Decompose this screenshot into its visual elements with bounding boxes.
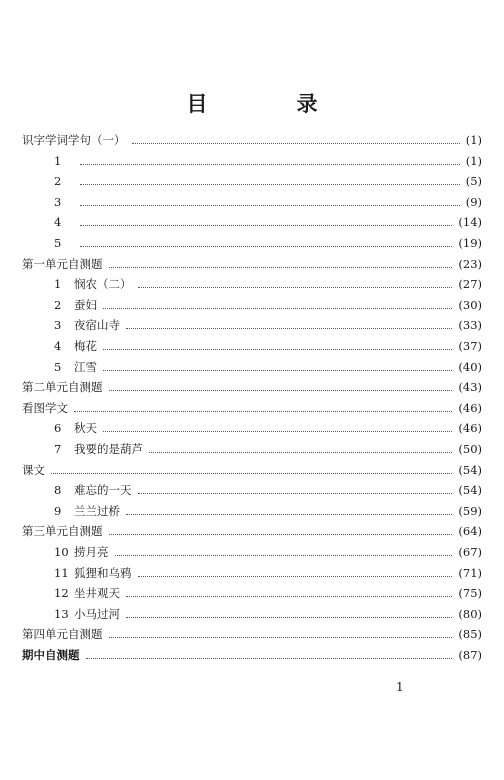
toc-entry-page: (46) bbox=[458, 400, 482, 415]
dot-leader bbox=[74, 411, 452, 412]
toc-entry[interactable] bbox=[22, 501, 482, 521]
toc-entry-title: 我要的是葫芦 bbox=[74, 442, 143, 456]
toc-entry-page: (54) bbox=[458, 483, 482, 498]
toc-entry-title: 悯农（二） bbox=[74, 277, 132, 292]
toc-entry-title: 期中自测题 bbox=[22, 648, 80, 662]
toc-entry-title: 第三单元自测题 bbox=[22, 524, 103, 539]
toc-entry-title: 蚕妇 bbox=[74, 297, 97, 312]
dot-leader bbox=[80, 164, 460, 165]
dot-leader bbox=[138, 287, 453, 288]
toc-entry[interactable] bbox=[22, 212, 482, 232]
toc-entry-page: (46) bbox=[458, 421, 482, 436]
toc-entry-number: 5 bbox=[54, 359, 62, 374]
toc-entry[interactable] bbox=[22, 254, 482, 274]
toc-entry-number: 6 bbox=[54, 421, 62, 436]
toc-entry-page: (9) bbox=[465, 194, 482, 209]
toc-entry-page: (1) bbox=[465, 133, 482, 147]
toc-entry[interactable] bbox=[22, 315, 482, 335]
dot-leader bbox=[80, 205, 460, 206]
toc-entry-title: 看图学文 bbox=[22, 400, 68, 415]
toc-entry-number: 3 bbox=[54, 318, 62, 333]
toc-entry-title: 夜宿山寺 bbox=[74, 318, 120, 333]
toc-entry-number: 10 bbox=[54, 545, 69, 559]
toc-entry-title: 第二单元自测题 bbox=[22, 380, 103, 395]
toc-entry-page: (19) bbox=[458, 236, 482, 250]
toc-entry[interactable] bbox=[22, 604, 482, 624]
toc-entry[interactable] bbox=[22, 624, 482, 644]
dot-leader bbox=[80, 184, 460, 185]
toc-entry-title: 第一单元自测题 bbox=[22, 256, 103, 271]
toc-entry[interactable] bbox=[22, 521, 482, 541]
toc-entry-page: (30) bbox=[458, 297, 482, 312]
dot-leader bbox=[80, 246, 452, 247]
toc-entry[interactable] bbox=[22, 418, 482, 438]
dot-leader bbox=[103, 308, 452, 309]
dot-leader bbox=[126, 514, 452, 515]
toc-entry-number: 4 bbox=[54, 339, 62, 353]
toc-entry[interactable] bbox=[22, 542, 482, 562]
toc-entry-number: 13 bbox=[54, 606, 69, 621]
toc-entry-page: (5) bbox=[465, 174, 482, 189]
toc-entry-page: (80) bbox=[458, 606, 482, 621]
toc-entry[interactable] bbox=[22, 233, 482, 253]
dot-leader bbox=[132, 143, 460, 144]
toc-entry-number: 1 bbox=[54, 153, 62, 168]
toc-entry[interactable] bbox=[22, 645, 482, 665]
toc-entry[interactable] bbox=[22, 583, 482, 603]
toc-entry-page: (40) bbox=[458, 359, 482, 374]
toc-entry[interactable] bbox=[22, 460, 482, 480]
dot-leader bbox=[149, 452, 452, 453]
toc-entry-page: (71) bbox=[458, 565, 482, 580]
toc-entry-number: 1 bbox=[54, 277, 62, 292]
toc-entry[interactable] bbox=[22, 274, 482, 294]
page-title: 目 录 bbox=[186, 92, 352, 116]
toc-entry-title: 捞月亮 bbox=[74, 545, 109, 559]
toc-entry[interactable] bbox=[22, 192, 482, 212]
toc-entry[interactable] bbox=[22, 295, 482, 315]
toc-entry-number: 12 bbox=[54, 586, 69, 601]
dot-leader bbox=[109, 390, 453, 391]
toc-entry-title: 坐井观天 bbox=[74, 586, 120, 601]
toc-entry-number: 5 bbox=[54, 236, 62, 250]
toc-entry-page: (75) bbox=[458, 586, 482, 601]
toc-entry-number: 7 bbox=[54, 442, 62, 456]
toc-entry-title: 课文 bbox=[22, 462, 45, 477]
toc-entry-page: (64) bbox=[458, 524, 482, 539]
toc-entry-page: (54) bbox=[458, 462, 482, 477]
dot-leader bbox=[109, 534, 453, 535]
toc-entry-title: 难忘的一天 bbox=[74, 483, 132, 498]
dot-leader bbox=[80, 225, 452, 226]
toc-entry[interactable] bbox=[22, 357, 482, 377]
dot-leader bbox=[126, 596, 452, 597]
toc-entry[interactable] bbox=[22, 398, 482, 418]
dot-leader bbox=[51, 473, 452, 474]
toc-entry[interactable] bbox=[22, 336, 482, 356]
toc-entry-number: 3 bbox=[54, 194, 62, 209]
toc-entry-page: (33) bbox=[458, 318, 482, 333]
toc-entry-title: 梅花 bbox=[74, 339, 97, 353]
toc-entry-page: (50) bbox=[458, 442, 482, 456]
dot-leader bbox=[109, 267, 453, 268]
toc-entry[interactable] bbox=[22, 151, 482, 171]
toc-entry-title: 秋天 bbox=[74, 421, 97, 436]
toc-entry[interactable] bbox=[22, 439, 482, 459]
toc-entry[interactable] bbox=[22, 480, 482, 500]
dot-leader bbox=[138, 576, 453, 577]
toc-entry-page: (87) bbox=[458, 648, 482, 662]
dot-leader bbox=[103, 349, 452, 350]
toc-entry-title: 第四单元自测题 bbox=[22, 627, 103, 642]
toc-entry[interactable] bbox=[22, 130, 482, 150]
toc-entry-number: 11 bbox=[54, 565, 69, 580]
toc-entry-page: (1) bbox=[465, 153, 482, 168]
toc-entry-number: 4 bbox=[54, 215, 62, 230]
toc-entry-title: 狐狸和乌鸦 bbox=[74, 565, 132, 580]
toc-entry-number: 8 bbox=[54, 483, 62, 498]
dot-leader bbox=[115, 555, 453, 556]
dot-leader bbox=[109, 637, 453, 638]
toc-entry-page: (59) bbox=[458, 503, 482, 518]
dot-leader bbox=[86, 658, 453, 659]
toc-entry-number: 2 bbox=[54, 174, 62, 189]
dot-leader bbox=[103, 431, 452, 432]
toc-entry-page: (43) bbox=[458, 380, 482, 395]
toc-entry-number: 2 bbox=[54, 297, 62, 312]
toc-entry-title: 江雪 bbox=[74, 359, 97, 374]
toc-entry[interactable] bbox=[22, 171, 482, 191]
toc-entry-page: (14) bbox=[458, 215, 482, 230]
toc-entry-title: 小马过河 bbox=[74, 606, 120, 621]
toc-entry-page: (27) bbox=[458, 277, 482, 292]
dot-leader bbox=[138, 493, 453, 494]
toc-entry-title: 兰兰过桥 bbox=[74, 503, 120, 518]
page-number: 1 bbox=[396, 680, 404, 694]
dot-leader bbox=[126, 617, 452, 618]
toc-entry-page: (37) bbox=[458, 339, 482, 353]
toc-entry[interactable] bbox=[22, 377, 482, 397]
dot-leader bbox=[103, 370, 452, 371]
toc-entry-page: (67) bbox=[458, 545, 482, 559]
toc-entry-number: 9 bbox=[54, 503, 62, 518]
toc-entry-page: (23) bbox=[458, 256, 482, 271]
dot-leader bbox=[126, 328, 452, 329]
toc-entry-title: 识字学词学句（一） bbox=[22, 133, 126, 147]
toc-entry-page: (85) bbox=[458, 627, 482, 642]
toc-entry[interactable] bbox=[22, 563, 482, 583]
